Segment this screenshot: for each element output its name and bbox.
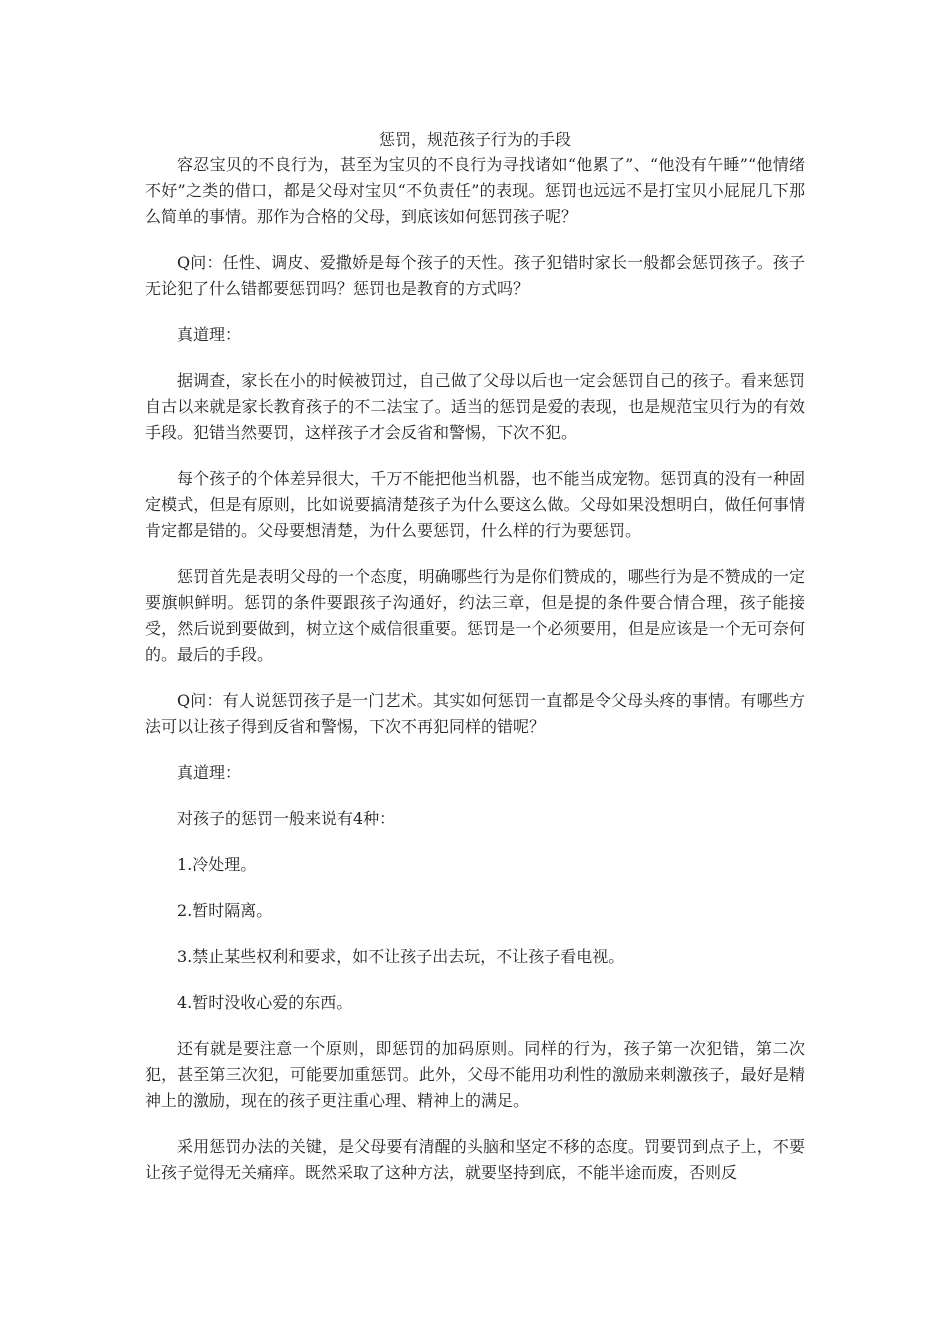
paragraph: 据调查，家长在小的时候被罚过，自己做了父母以后也一定会惩罚自己的孩子。看来惩罚自古以来就是家长教育孩子的不二法宝了。适当的惩罚是爱的表现，也是规范宝贝行为的有效手段。犯错当然要罚，这样孩子才会反省和警惕，下次不犯。 <box>145 371 805 442</box>
paragraph: Q问：有人说惩罚孩子是一门艺术。其实如何惩罚一直都是令父母头疼的事情。有哪些方法可以让孩子得到反省和警惕，下次不再犯同样的错呢？ <box>145 691 805 736</box>
document-title: 惩罚，规范孩子行为的手段 <box>378 130 571 149</box>
paragraph: 对孩子的惩罚一般来说有4种： <box>177 809 396 828</box>
list-item: 4.暂时没收心爱的东西。 <box>177 993 353 1012</box>
paragraph: 容忍宝贝的不良行为，甚至为宝贝的不良行为寻找诸如“他累了”、“他没有午睡”“他情绪不好”之类的借口，都是父母对宝贝“不负责任”的表现。惩罚也远远不是打宝贝小屁屁几下那么简单的事情。那作为合格的父母，到底该如何惩罚孩子呢？ <box>145 155 805 226</box>
list-item: 3.禁止某些权利和要求，如不让孩子出去玩，不让孩子看电视。 <box>177 947 625 966</box>
list-item: 1.冷处理。 <box>177 855 257 874</box>
paragraph: 真道理： <box>177 325 242 344</box>
paragraph: 还有就是要注意一个原则，即惩罚的加码原则。同样的行为，孩子第一次犯错，第二次犯，甚至第三次犯，可能要加重惩罚。此外，父母不能用功利性的激励来刺激孩子，最好是精神上的激励，现在的孩子更注重心理、精神上的满足。 <box>145 1039 805 1110</box>
paragraph: 采用惩罚办法的关键，是父母要有清醒的头脑和坚定不移的态度。罚要罚到点子上，不要让孩子觉得无关痛痒。既然采取了这种方法，就要坚持到底，不能半途而废，否则反 <box>145 1137 805 1182</box>
list-item: 2.暂时隔离。 <box>177 901 273 920</box>
paragraph: 惩罚首先是表明父母的一个态度，明确哪些行为是你们赞成的，哪些行为是不赞成的一定要旗帜鲜明。惩罚的条件要跟孩子沟通好，约法三章，但是提的条件要合情合理，孩子能接受，然后说到要做到，树立这个威信很重要。惩罚是一个必须要用，但是应该是一个无可奈何的。最后的手段。 <box>145 567 805 664</box>
document-page <box>145 128 805 1206</box>
paragraph: 真道理： <box>177 763 242 782</box>
paragraph: 每个孩子的个体差异很大，千万不能把他当机器，也不能当成宠物。惩罚真的没有一种固定模式，但是有原则，比如说要搞清楚孩子为什么要这么做。父母如果没想明白，做任何事情肯定都是错的。父母要想清楚，为什么要惩罚，什么样的行为要惩罚。 <box>145 469 805 540</box>
paragraph: Q问：任性、调皮、爱撒娇是每个孩子的天性。孩子犯错时家长一般都会惩罚孩子。孩子无论犯了什么错都要惩罚吗？惩罚也是教育的方式吗？ <box>145 253 805 298</box>
